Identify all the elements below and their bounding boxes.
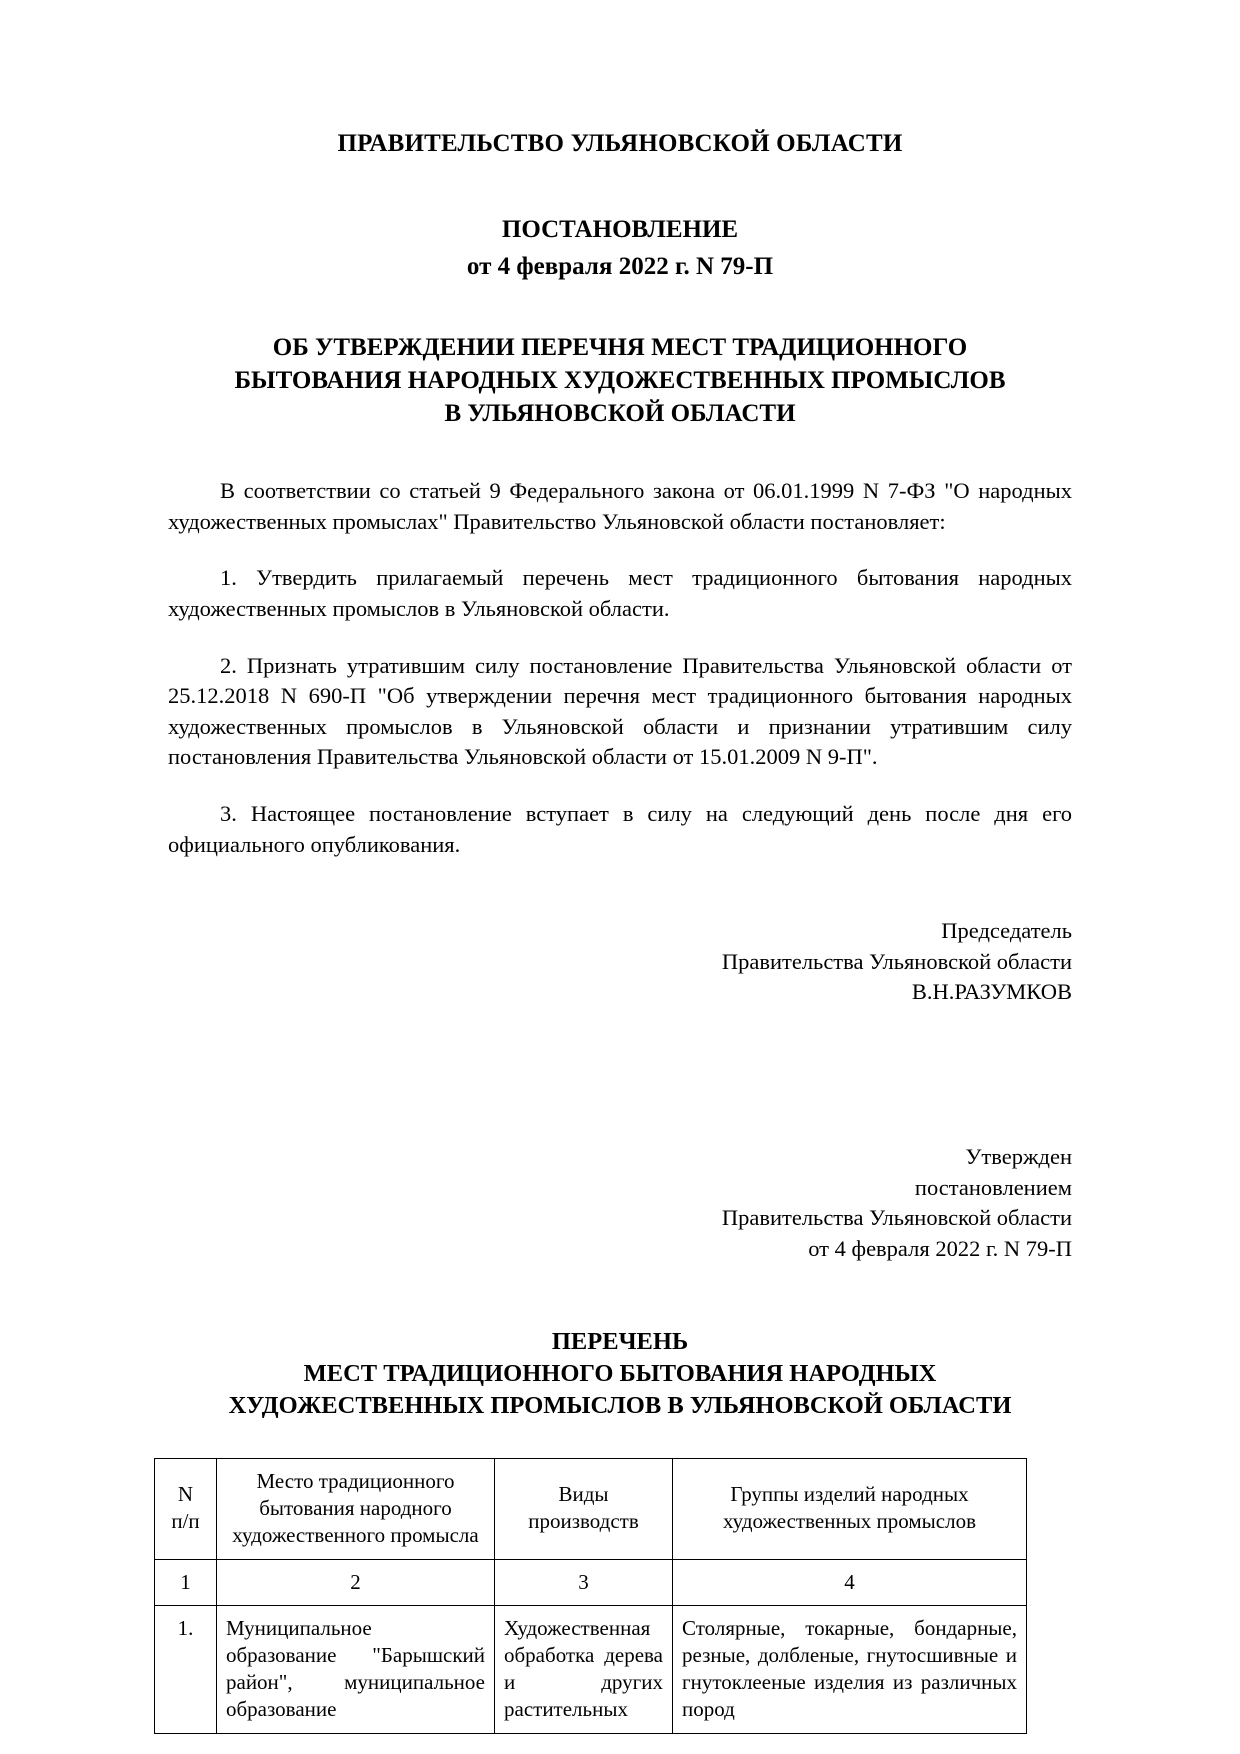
approval-line-4: от 4 февраля 2022 г. N 79-П [808, 1235, 1072, 1261]
table-header-groups: Группы изделий народных художественных промыслов [673, 1458, 1027, 1559]
table-header-production: Виды производств [495, 1458, 673, 1559]
document-type-heading: ПОСТАНОВЛЕНИЕ [501, 216, 739, 244]
signatory-organization: Правительства Ульяновской области [721, 948, 1072, 974]
row-index: 1. [155, 1606, 217, 1734]
column-number-4: 4 [673, 1559, 1027, 1606]
table-header-place: Место традиционного бытования народного художественного промысла [217, 1458, 495, 1559]
annex-title-line-2: МЕСТ ТРАДИЦИОННОГО БЫТОВАНИЯ НАРОДНЫХ [303, 1360, 937, 1388]
approval-line-1: Утвержден [965, 1143, 1072, 1169]
document-subject-heading [168, 283, 1072, 430]
approval-block [168, 1008, 1072, 1264]
listing-table-wrapper [154, 1422, 1026, 1734]
table-header-number-line-2: п/п [171, 1509, 200, 1534]
table-row [155, 1606, 1027, 1734]
column-number-3: 3 [495, 1559, 673, 1606]
subject-line-3: В УЛЬЯНОВСКОЙ ОБЛАСТИ [444, 400, 796, 428]
table-header-number-line-1: N [177, 1482, 194, 1507]
signatory-role: Председатель [941, 918, 1072, 944]
approval-line-2: постановлением [914, 1174, 1072, 1200]
listing-table [154, 1458, 1027, 1734]
signature-block [168, 860, 1072, 1008]
signatory-name: В.Н.РАЗУМКОВ [911, 979, 1072, 1005]
annex-title-line-1: ПЕРЕЧЕНЬ [551, 1328, 689, 1356]
clause-2-paragraph: 2. Признать утратившим силу постановление Правительства Ульяновской области от 25.12.2018 N 690-П "Об утверждении перечня мест традиционного бытования народных художественных промыслов в Ульяновской области и признании утратившим силу постановления Правительства Ульяновской области от 15.01.2009 N 9-П". [168, 652, 1072, 770]
clause-3-paragraph: 3. Настоящее постановление вступает в силу на следующий день после дня его официального опубликования. [168, 801, 1072, 857]
table-header-number [155, 1458, 217, 1559]
subject-line-1: ОБ УТВЕРЖДЕНИИ ПЕРЕЧНЯ МЕСТ ТРАДИЦИОННОГО [272, 334, 968, 362]
annex-title [168, 1264, 1072, 1422]
approval-line-3: Правительства Ульяновской области [721, 1205, 1072, 1231]
organization-title: ПРАВИТЕЛЬСТВО УЛЬЯНОВСКОЙ ОБЛАСТИ [337, 130, 903, 157]
table-header-row [155, 1458, 1027, 1559]
annex-title-line-3: ХУДОЖЕСТВЕННЫХ ПРОМЫСЛОВ В УЛЬЯНОВСКОЙ ОБЛАСТИ [228, 1392, 1012, 1420]
clause-1-paragraph: 1. Утвердить прилагаемый перечень мест традиционного бытования народных художественных промыслов в Ульяновской области. [168, 565, 1072, 622]
row-place: Муниципальное образование "Барышский район", муниципальное образование [217, 1606, 495, 1734]
column-number-2: 2 [217, 1559, 495, 1606]
subject-line-2: БЫТОВАНИЯ НАРОДНЫХ ХУДОЖЕСТВЕННЫХ ПРОМЫСЛОВ [234, 367, 1006, 395]
row-production: Художественная обработка дерева и других растительных [495, 1606, 673, 1734]
table-column-number-row [155, 1559, 1027, 1606]
row-groups: Столярные, токарные, бондарные, резные, долбленые, гнутосшивные и гнутоклееные изделия из различных пород [673, 1606, 1027, 1734]
document-date-number: от 4 февраля 2022 г. N 79-П [466, 252, 774, 280]
preamble-paragraph: В соответствии со статьей 9 Федерального закона от 06.01.1999 N 7-ФЗ "О народных художественных промыслах" Правительство Ульяновской области постановляет: [168, 478, 1072, 534]
document-content [168, 0, 1072, 1734]
column-number-1: 1 [155, 1559, 217, 1606]
